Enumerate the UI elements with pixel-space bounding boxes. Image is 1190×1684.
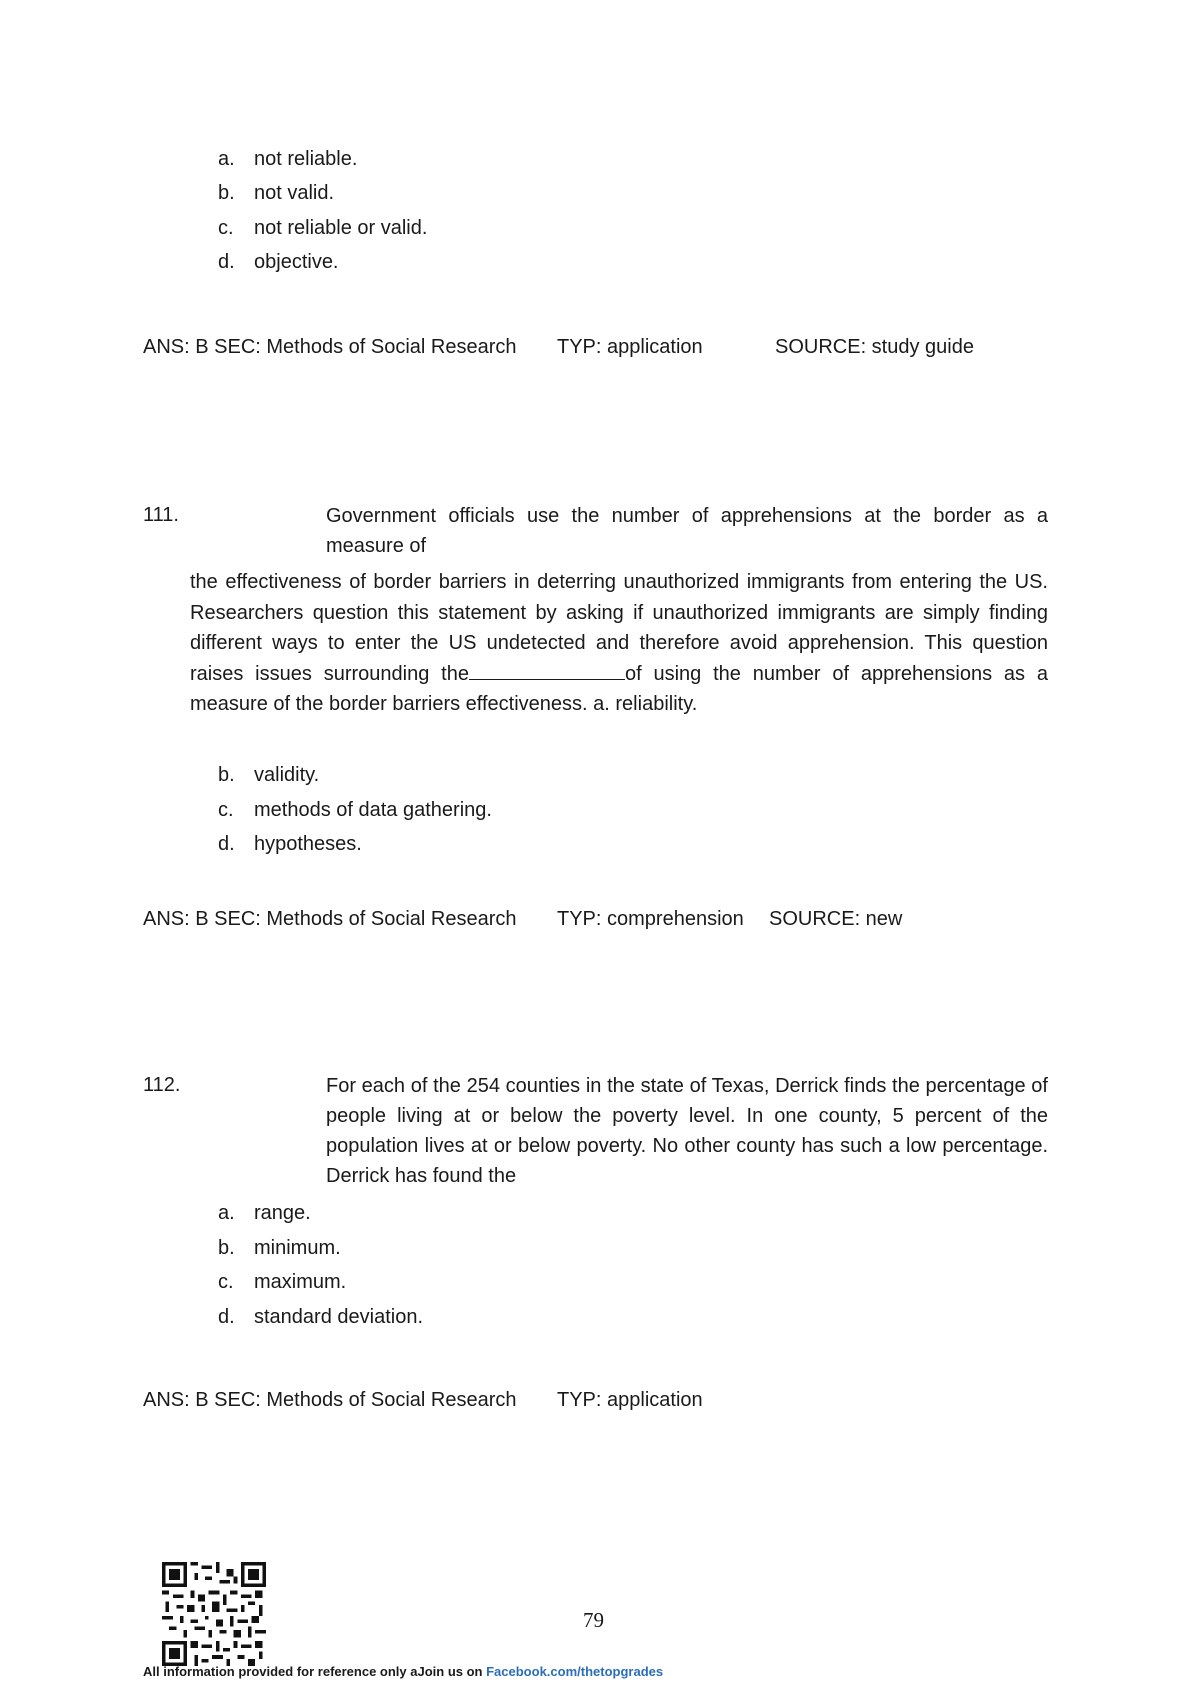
q110-option-d: d. objective. [218, 251, 339, 273]
q111-typ: TYP: comprehension [557, 908, 744, 930]
answer-blank [469, 661, 625, 680]
q111-option-c: c. methods of data gathering. [218, 799, 492, 821]
q111-option-d: d. hypotheses. [218, 833, 362, 855]
q112-option-c: c. maximum. [218, 1271, 347, 1293]
q110-option-b: b. not valid. [218, 182, 335, 204]
q112-option-d: d. standard deviation. [218, 1306, 424, 1328]
q111-stem: Government officials use the number of apprehensions at the border as a measure of [326, 505, 1048, 557]
q111-option-b: b. validity. [218, 764, 320, 786]
q110-option-a: a. not reliable. [218, 148, 358, 170]
qr-code-image[interactable] [162, 1562, 266, 1666]
q111-continuation: the effectiveness of border barriers in deterring unauthorized immigrants from entering the US. Researchers question this statement by asking if unauthorized immigrants are simply finding different ways to enter the US undetected and therefore avoid apprehension. This question raises issues surrounding the of using the number of apprehensions as a measure of the border barriers effectiveness. a. reliability. [190, 571, 1048, 715]
facebook-link[interactable]: Facebook.com/thetopgrades [486, 1664, 664, 1679]
q110-ans-sec: ANS: B SEC: Methods of Social Research [143, 336, 517, 358]
q112-ans-sec: ANS: B SEC: Methods of Social Research [143, 1389, 517, 1411]
q110-typ: TYP: application [557, 336, 703, 358]
q111-number: 111. [143, 504, 179, 526]
q112-option-a: a. range. [218, 1202, 311, 1224]
q112-typ: TYP: application [557, 1389, 703, 1411]
q112-stem: For each of the 254 counties in the state of Texas, Derrick finds the percentage of people living at or below the poverty level. In one county, 5 percent of the population lives at or below poverty. No other county has such a low percentage. Derrick has found the [326, 1075, 1048, 1187]
q112-number: 112. [143, 1074, 181, 1096]
page-number: 79 [583, 1608, 604, 1632]
q112-option-b: b. minimum. [218, 1237, 341, 1259]
q110-source: SOURCE: study guide [775, 336, 974, 358]
footer-note: All information provided for reference only aJoin us on Facebook.com/thetopgrades [143, 1664, 664, 1679]
q110-option-c: c. not reliable or valid. [218, 217, 428, 239]
q111-source: SOURCE: new [769, 908, 903, 930]
q111-ans-sec: ANS: B SEC: Methods of Social Research [143, 908, 517, 930]
